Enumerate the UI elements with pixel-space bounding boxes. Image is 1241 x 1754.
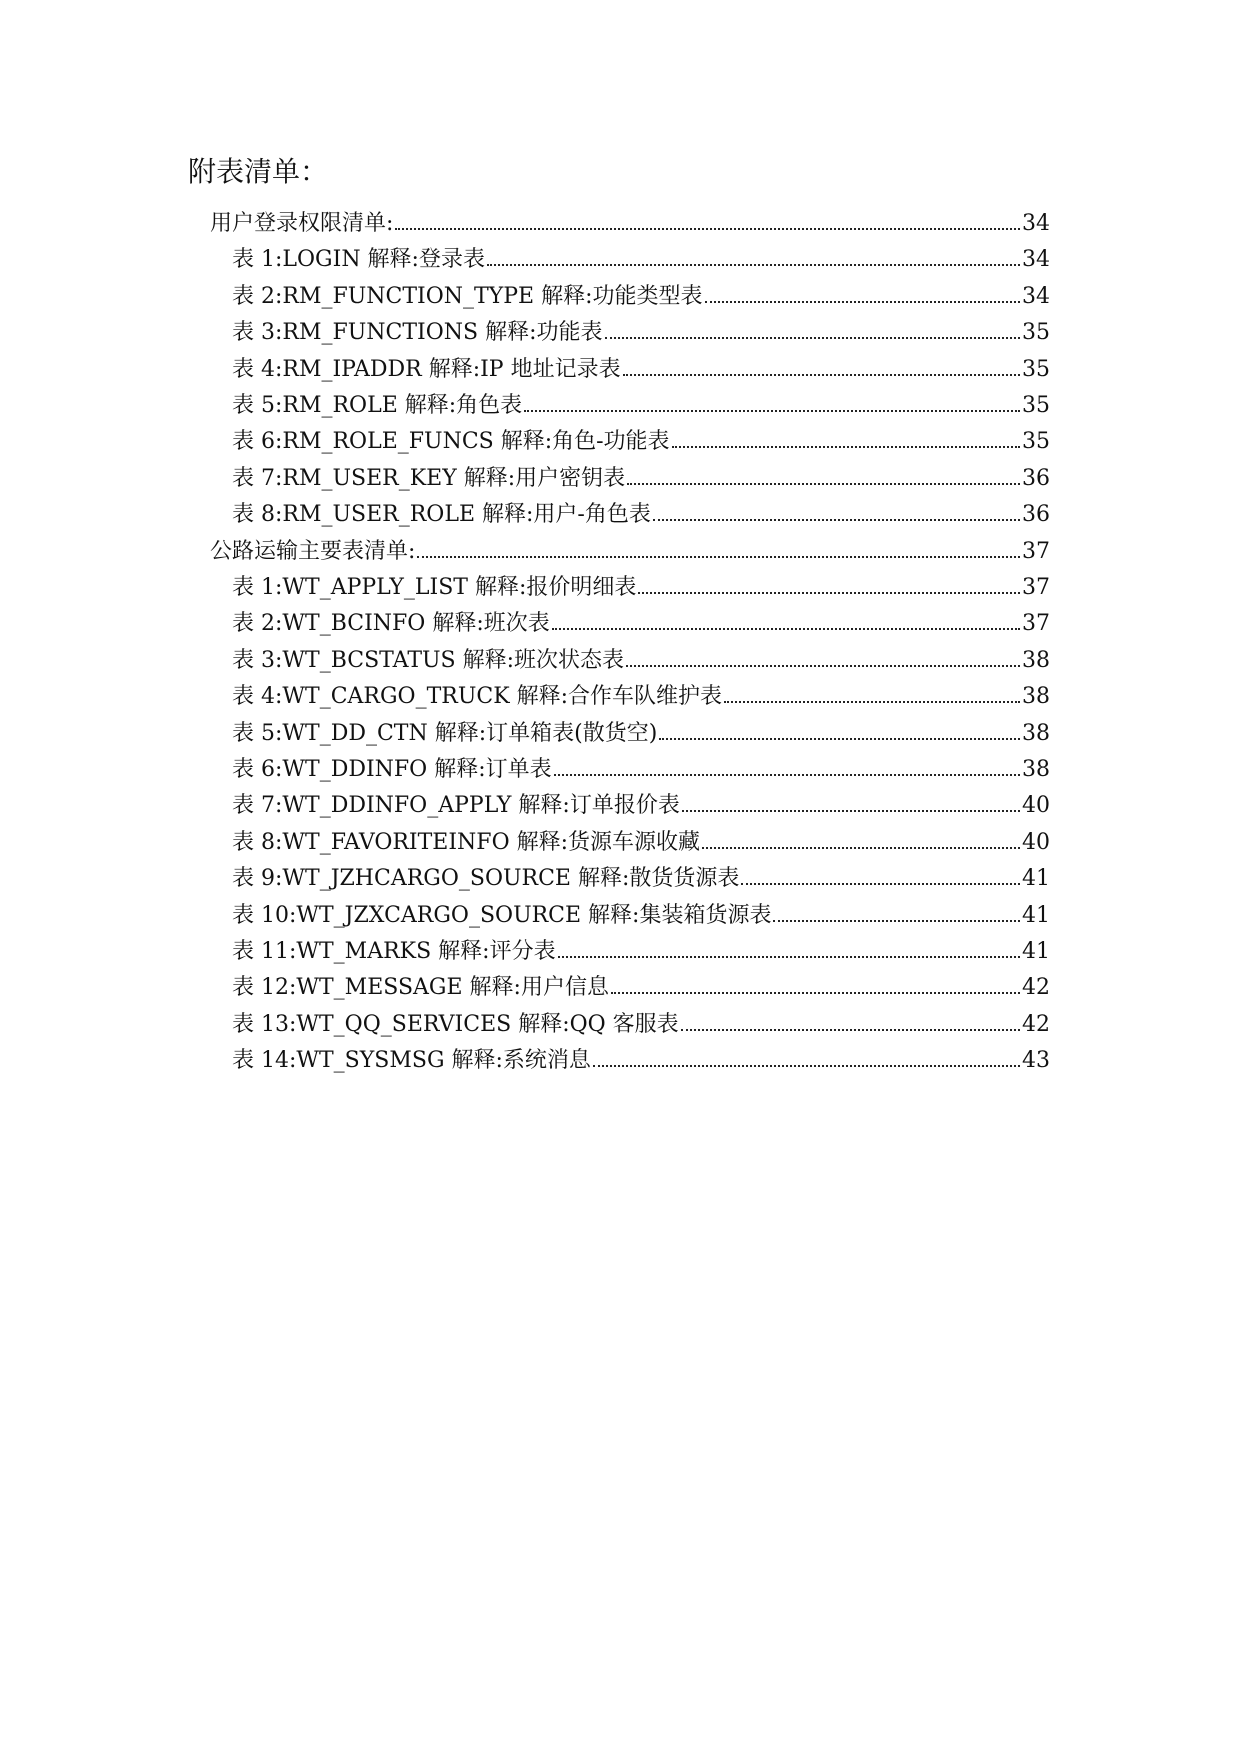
toc-entry[interactable]	[232, 352, 1050, 388]
toc-page-number: 40	[1022, 829, 1050, 855]
toc-entry-title: 表 3:RM_FUNCTIONS 解释:功能表	[232, 320, 603, 346]
toc-entry-title: 用户登录权限清单:	[210, 211, 394, 236]
toc-page-number: 38	[1022, 757, 1050, 782]
toc-entry-title: 表 10:WT_JZXCARGO_SOURCE 解释:集装箱货源表	[232, 902, 772, 928]
dot-leader	[659, 738, 1020, 740]
dot-leader	[626, 665, 1020, 667]
dot-leader	[741, 883, 1020, 885]
toc-entry[interactable]	[232, 643, 1050, 679]
toc-section-heading[interactable]	[210, 534, 1050, 570]
toc-page-number: 35	[1022, 320, 1050, 346]
dot-leader	[724, 701, 1020, 703]
toc-entry-title: 表 11:WT_MARKS 解释:评分表	[232, 939, 556, 964]
toc-entry-title: 表 2:RM_FUNCTION_TYPE 解释:功能类型表	[232, 283, 703, 309]
toc-entry[interactable]	[232, 1043, 1050, 1079]
toc-entry-title: 表 1:LOGIN 解释:登录表	[232, 247, 485, 273]
toc-entry[interactable]	[232, 825, 1050, 861]
dot-leader	[605, 337, 1020, 339]
toc-entry-title: 表 4:WT_CARGO_TRUCK 解释:合作车队维护表	[232, 684, 723, 710]
toc-page-number: 35	[1022, 356, 1050, 382]
page-title: 附表清单：	[188, 155, 329, 188]
toc-entry[interactable]	[232, 242, 1050, 278]
toc-page-number: 41	[1022, 902, 1050, 928]
toc-entry[interactable]	[232, 970, 1050, 1006]
toc-page-number: 36	[1022, 502, 1050, 528]
dot-leader	[487, 264, 1020, 266]
dot-leader	[653, 519, 1020, 521]
toc-entry-title: 表 4:RM_IPADDR 解释:IP 地址记录表	[232, 356, 621, 382]
toc-entry-title: 表 6:WT_DDINFO 解释:订单表	[232, 757, 552, 782]
toc-page-number: 37	[1022, 575, 1050, 600]
toc-page-number: 38	[1022, 720, 1050, 746]
toc-entry-title: 表 8:WT_FAVORITEINFO 解释:货源车源收藏	[232, 829, 701, 855]
toc-page-number: 38	[1022, 647, 1050, 673]
toc-entry[interactable]	[232, 497, 1050, 533]
toc-entry[interactable]	[232, 388, 1050, 424]
toc-page-number: 38	[1022, 684, 1050, 710]
toc-entry[interactable]	[232, 315, 1050, 351]
dot-leader	[672, 446, 1020, 448]
dot-leader	[623, 374, 1020, 376]
toc-entry[interactable]	[232, 570, 1050, 606]
dot-leader	[558, 956, 1020, 958]
toc-page-number: 34	[1022, 283, 1050, 309]
toc-entry-title: 表 7:RM_USER_KEY 解释:用户密钥表	[232, 465, 626, 491]
toc-entry-title: 表 5:RM_ROLE 解释:角色表	[232, 393, 523, 418]
toc-entry-title: 表 8:RM_USER_ROLE 解释:用户-角色表	[232, 502, 651, 528]
toc-entry[interactable]	[232, 752, 1050, 788]
toc-entry-title: 公路运输主要表清单:	[210, 538, 416, 564]
toc-entry-title: 表 12:WT_MESSAGE 解释:用户信息	[232, 975, 609, 1001]
toc-entry-title: 表 3:WT_BCSTATUS 解释:班次状态表	[232, 647, 625, 673]
toc-entry[interactable]	[232, 279, 1050, 315]
dot-leader	[681, 1029, 1020, 1031]
dot-leader	[417, 556, 1020, 558]
toc-page-number: 35	[1022, 429, 1050, 455]
toc-page-number: 43	[1022, 1048, 1050, 1074]
toc-page-number: 41	[1022, 939, 1050, 964]
dot-leader	[395, 228, 1020, 230]
dot-leader	[593, 1065, 1020, 1067]
toc-entry[interactable]	[232, 788, 1050, 824]
toc-entry[interactable]	[232, 679, 1050, 715]
toc-page-number: 40	[1022, 793, 1050, 819]
toc-page-number: 42	[1022, 1011, 1050, 1037]
toc-entry-title: 表 13:WT_QQ_SERVICES 解释:QQ 客服表	[232, 1011, 679, 1037]
toc-entry-title: 表 1:WT_APPLY_LIST 解释:报价明细表	[232, 575, 637, 600]
toc-page-number: 35	[1022, 393, 1050, 418]
toc-entry[interactable]	[232, 461, 1050, 497]
toc-page-number: 36	[1022, 465, 1050, 491]
toc-entry-title: 表 6:RM_ROLE_FUNCS 解释:角色-功能表	[232, 429, 670, 455]
toc-entry[interactable]	[232, 861, 1050, 897]
toc-entry[interactable]	[232, 716, 1050, 752]
dot-leader	[554, 774, 1020, 776]
dot-leader	[702, 847, 1020, 849]
toc-entry[interactable]	[232, 1007, 1050, 1043]
toc-entry[interactable]	[232, 898, 1050, 934]
dot-leader	[524, 410, 1020, 412]
dot-leader	[611, 992, 1020, 994]
toc-page-number: 34	[1022, 211, 1050, 236]
dot-leader	[682, 810, 1020, 812]
dot-leader	[552, 628, 1020, 630]
toc-entry-title: 表 9:WT_JZHCARGO_SOURCE 解释:散货货源表	[232, 866, 740, 892]
toc-page-number: 34	[1022, 247, 1050, 273]
dot-leader	[627, 483, 1020, 485]
dot-leader	[638, 592, 1020, 594]
toc-entry-title: 表 2:WT_BCINFO 解释:班次表	[232, 611, 550, 637]
toc-entry[interactable]	[232, 424, 1050, 460]
toc-entry-title: 表 5:WT_DD_CTN 解释:订单箱表(散货空)	[232, 720, 658, 746]
toc-page-number: 37	[1022, 611, 1050, 637]
toc-entry[interactable]	[232, 606, 1050, 642]
dot-leader	[773, 920, 1020, 922]
toc-entry-title: 表 14:WT_SYSMSG 解释:系统消息	[232, 1048, 591, 1074]
toc-section-heading[interactable]	[210, 206, 1050, 242]
toc-entry[interactable]	[232, 934, 1050, 970]
toc-page-number: 41	[1022, 866, 1050, 892]
toc-page-number: 37	[1022, 538, 1050, 564]
toc-entry-title: 表 7:WT_DDINFO_APPLY 解释:订单报价表	[232, 793, 680, 819]
dot-leader	[705, 301, 1021, 303]
toc-page-number: 42	[1022, 975, 1050, 1001]
